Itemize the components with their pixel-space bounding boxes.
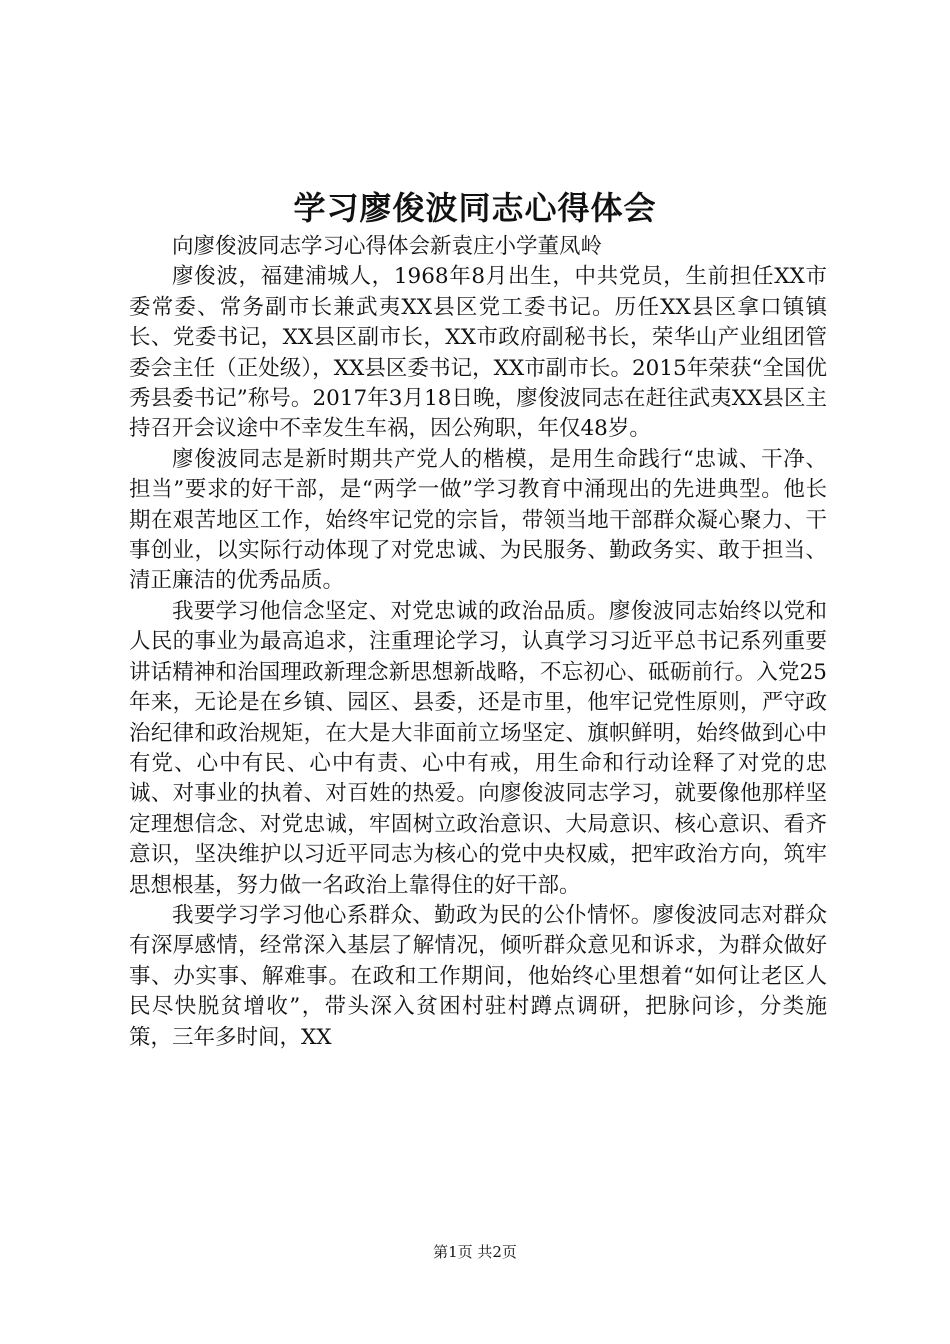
page-number: 第1页 共2页 [433, 1243, 517, 1261]
paragraph-public-servant: 我要学习学习他心系群众、勤政为民的公仆情怀。廖俊波同志对群众有深厚感情，经常深入基层了解情况，倾听群众意见和诉求，为群众做好事、办实事、解难事。在政和工作期间，他始终心里想着“如何让老区人民尽快脱贫增收”，带头深入贫困村驻村蹲点调研，把脉问诊，分类施策，三年多时间，XX [129, 902, 827, 1050]
document-body [129, 232, 827, 1053]
paragraph-biography: 廖俊波，福建浦城人，1968年8月出生，中共党员，生前担任XX市委常委、常务副市长兼武夷XX县区党工委书记。历任XX县区拿口镇镇长、党委书记，XX县区副市长，XX市政府副秘书长，荣华山产业组团管委会主任（正处级），XX县区委书记，XX市副市长。2015年荣获“全国优秀县委书记”称号。2017年3月18日晚，廖俊波同志在赶往武夷XX县区主持召开会议途中不幸发生车祸，因公殉职，年仅48岁。 [129, 264, 827, 442]
paragraph-model: 廖俊波同志是新时期共产党人的楷模，是用生命践行“忠诚、干净、担当”要求的好干部，是“两学一做”学习教育中涌现出的先进典型。他长期在艰苦地区工作，始终牢记党的宗旨，带领当地干部群众凝心聚力、干事创业，以实际行动体现了对党忠诚、为民服务、勤政务实、敢于担当、清正廉洁的优秀品质。 [129, 446, 827, 594]
paragraph-subtitle: 向廖俊波同志学习心得体会新袁庄小学董凤岭 [172, 234, 603, 259]
paragraph-political-quality: 我要学习他信念坚定、对党忠诚的政治品质。廖俊波同志始终以党和人民的事业为最高追求，注重理论学习，认真学习习近平总书记系列重要讲话精神和治国理政新理念新思想新战略，不忘初心、砥砺前行。入党25年来，无论是在乡镇、园区、县委，还是市里，他牢记党性原则，严守政治纪律和政治规矩，在大是大非面前立场坚定、旗帜鲜明，始终做到心中有党、心中有民、心中有责、心中有戒，用生命和行动诠释了对党的忠诚、对事业的执着、对百姓的热爱。向廖俊波同志学习，就要像他那样坚定理想信念、对党忠诚，牢固树立政治意识、大局意识、核心意识、看齐意识，坚决维护以习近平同志为核心的党中央权威，把牢政治方向，筑牢思想根基，努力做一名政治上靠得住的好干部。 [129, 598, 827, 898]
document-title: 学习廖俊波同志心得体会 [293, 189, 657, 227]
